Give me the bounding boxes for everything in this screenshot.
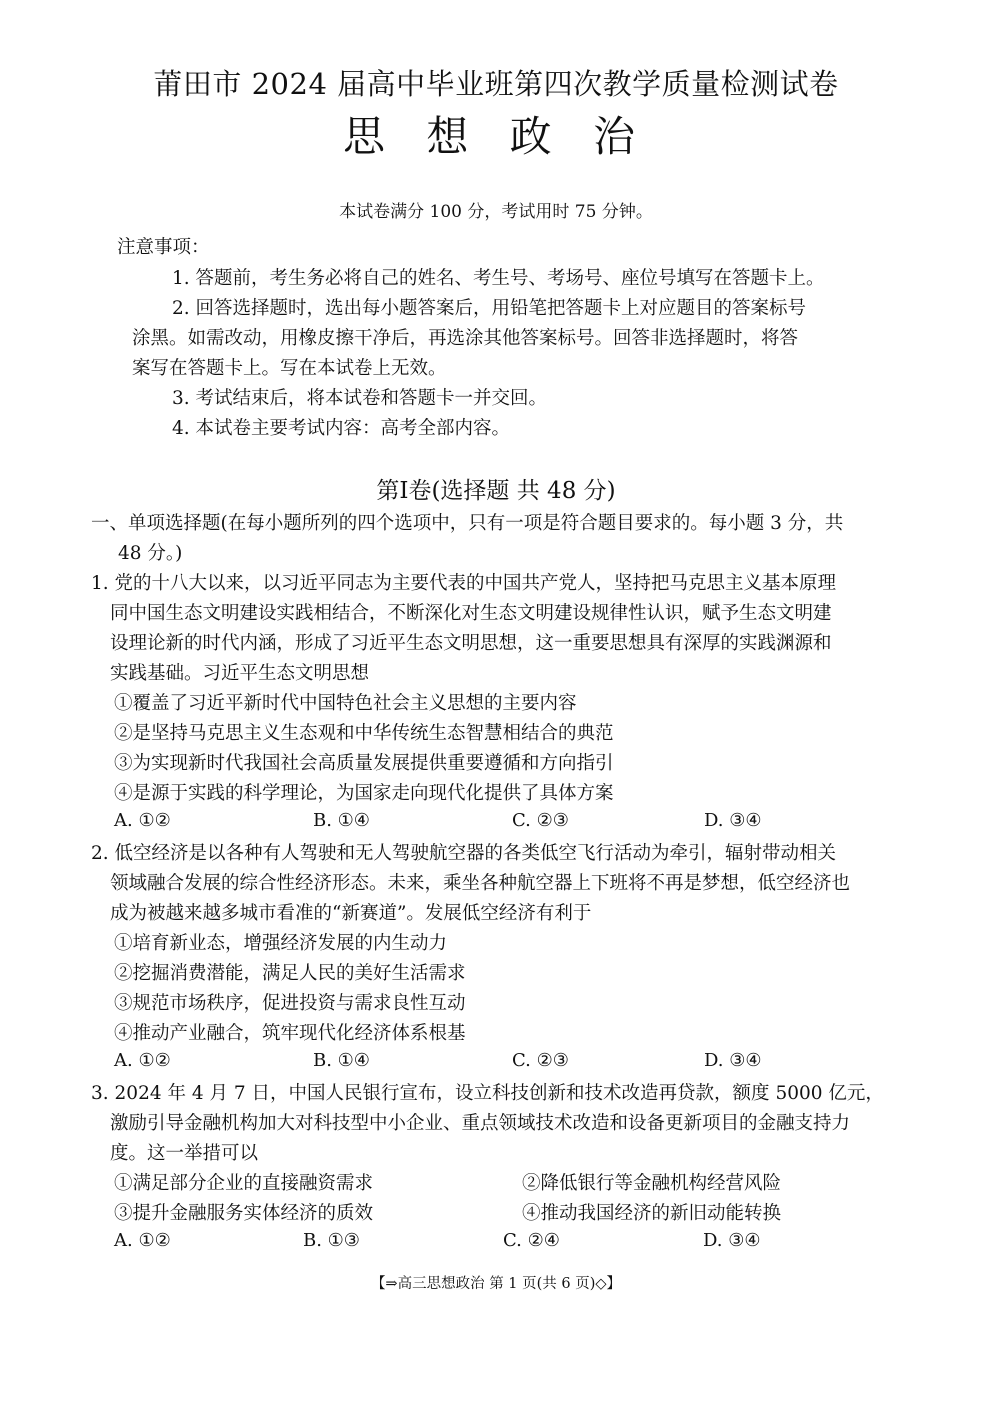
page-footer: 【⇒高三思想政治 第 1 页(共 6 页)◇】 (370, 1276, 622, 1292)
answer-option-a: A. ①② (114, 1230, 171, 1251)
question-item: ②挖掘消费潜能，满足人民的美好生活需求 (114, 963, 466, 984)
answer-option-b: B. ①④ (313, 810, 370, 831)
answer-option-c: C. ②④ (503, 1230, 560, 1251)
question-stem: 实践基础。习近平生态文明思想 (110, 663, 370, 684)
notes-heading: 注意事项： (117, 237, 210, 258)
section-instruction: 48 分。) (118, 543, 183, 564)
answer-option-b: B. ①③ (303, 1230, 360, 1251)
note-line: 4. 本试卷主要考试内容：高考全部内容。 (172, 418, 511, 439)
exam-title: 莆田市 2024 届高中毕业班第四次教学质量检测试卷 (153, 67, 839, 101)
answer-option-a: A. ①② (114, 1050, 171, 1071)
answer-option-d: D. ③④ (704, 810, 762, 831)
answer-option-c: C. ②③ (512, 810, 569, 831)
question-item: ②降低银行等金融机构经营风险 (522, 1173, 782, 1194)
answer-option-b: B. ①④ (313, 1050, 370, 1071)
question-item: ④是源于实践的科学理论，为国家走向现代化提供了具体方案 (114, 783, 614, 804)
note-line: 涂黑。如需改动，用橡皮擦干净后，再选涂其他答案标号。回答非选择题时，将答 (132, 328, 799, 349)
question-stem: 2. 低空经济是以各种有人驾驶和无人驾驶航空器的各类低空飞行活动为牵引，辐射带动相关 (91, 843, 837, 864)
answer-option-d: D. ③④ (703, 1230, 761, 1251)
section-title: 第Ⅰ卷(选择题 共 48 分) (376, 478, 616, 504)
answer-option-c: C. ②③ (512, 1050, 569, 1071)
question-item: ③提升金融服务实体经济的质效 (114, 1203, 374, 1224)
subject-title: 思 想 政 治 (342, 112, 650, 161)
question-item: ④推动产业融合，筑牢现代化经济体系根基 (114, 1023, 466, 1044)
question-item: ①覆盖了习近平新时代中国特色社会主义思想的主要内容 (114, 693, 577, 714)
question-item: ③规范市场秩序，促进投资与需求良性互动 (114, 993, 466, 1014)
note-line: 3. 考试结束后，将本试卷和答题卡一并交回。 (172, 388, 548, 409)
note-line: 2. 回答选择题时，选出每小题答案后，用铅笔把答题卡上对应题目的答案标号 (172, 298, 807, 319)
question-stem: 1. 党的十八大以来，以习近平同志为主要代表的中国共产党人，坚持把马克思主义基本原理 (91, 573, 837, 594)
question-stem: 领域融合发展的综合性经济形态。未来，乘坐各种航空器上下班将不再是梦想，低空经济也 (110, 873, 851, 894)
question-item: ④推动我国经济的新旧动能转换 (522, 1203, 782, 1224)
note-line: 1. 答题前，考生务必将自己的姓名、考生号、考场号、座位号填写在答题卡上。 (172, 268, 825, 289)
question-item: ①培育新业态，增强经济发展的内生动力 (114, 933, 448, 954)
question-stem: 3. 2024 年 4 月 7 日，中国人民银行宣布，设立科技创新和技术改造再贷款，额度 5000 亿元， (91, 1083, 884, 1104)
question-item: ①满足部分企业的直接融资需求 (114, 1173, 374, 1194)
exam-meta: 本试卷满分 100 分，考试用时 75 分钟。 (339, 202, 653, 222)
note-line: 案写在答题卡上。写在本试卷上无效。 (132, 358, 447, 379)
question-item: ③为实现新时代我国社会高质量发展提供重要遵循和方向指引 (114, 753, 614, 774)
section-instruction: 一、单项选择题(在每小题所列的四个选项中，只有一项是符合题目要求的。每小题 3 分，共 (91, 513, 844, 534)
question-stem: 设理论新的时代内涵，形成了习近平生态文明思想，这一重要思想具有深厚的实践渊源和 (110, 633, 832, 654)
question-item: ②是坚持马克思主义生态观和中华传统生态智慧相结合的典范 (114, 723, 614, 744)
answer-option-a: A. ①② (114, 810, 171, 831)
question-stem: 激励引导金融机构加大对科技型中小企业、重点领域技术改造和设备更新项目的金融支持力 (110, 1113, 851, 1134)
question-stem: 成为被越来越多城市看准的“新赛道”。发展低空经济有利于 (110, 903, 592, 924)
answer-option-d: D. ③④ (704, 1050, 762, 1071)
question-stem: 度。这一举措可以 (110, 1143, 259, 1164)
question-stem: 同中国生态文明建设实践相结合，不断深化对生态文明建设规律性认识，赋予生态文明建 (110, 603, 832, 624)
